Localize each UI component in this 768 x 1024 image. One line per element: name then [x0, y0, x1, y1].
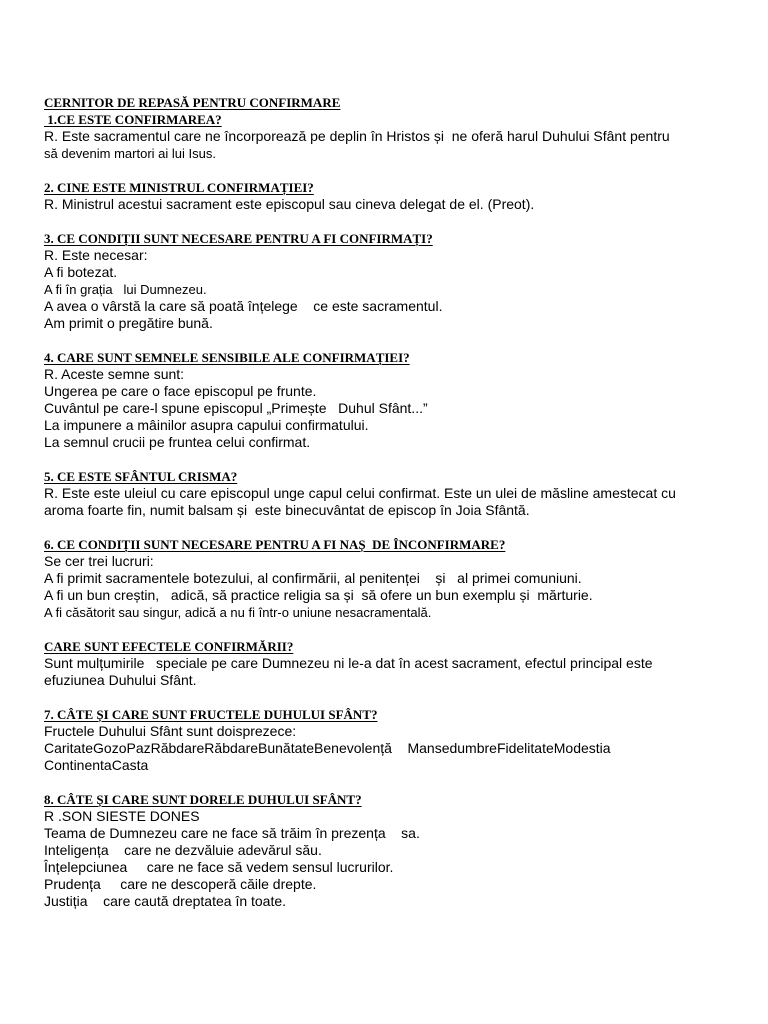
answer-line: să devenim martori ai lui Isus.: [44, 146, 216, 161]
answer-line: Înțelepciunea care ne face să vedem sensul lucrurilor.: [44, 859, 394, 875]
document-title: CERNITOR DE REPASĂ PENTRU CONFIRMARE: [44, 95, 341, 110]
section-8: [44, 791, 734, 910]
section-4: [44, 349, 734, 451]
answer-line: R. Aceste semne sunt:: [44, 366, 185, 382]
answer-line: A fi botezat.: [44, 264, 118, 280]
section-3: [44, 230, 734, 332]
answer-line: R. Este sacramentul care ne încorporează pe deplin în Hristos și ne oferă harul Duhului Sfânt pentru: [44, 128, 670, 144]
answer-line: Inteligența care ne dezvăluie adevărul său.: [44, 842, 322, 858]
section-heading: 7. CÂTE ȘI CARE SUNT FRUCTELE DUHULUI SFÂNT?: [44, 707, 378, 722]
section-heading: 6. CE CONDIȚII SUNT NECESARE PENTRU A FI NAȘ DE ÎNCONFIRMARE?: [44, 537, 506, 552]
section-heading: 2. CINE ESTE MINISTRUL CONFIRMAȚIEI?: [44, 180, 314, 195]
answer-line: R. Este este uleiul cu care episcopul unge capul celui confirmat. Este un ulei de măsline amestecat cu: [44, 485, 676, 501]
answer-line: R .SON SIESTE DONES: [44, 808, 200, 824]
answer-line: A fi în grația lui Dumnezeu.: [44, 282, 207, 297]
section-6: [44, 536, 734, 621]
answer-line: La impunere a mâinilor asupra capului confirmatului.: [44, 417, 369, 433]
answer-line: Se cer trei lucruri:: [44, 553, 154, 569]
answer-line: Teama de Dumnezeu care ne face să trăim în prezența sa.: [44, 825, 420, 841]
section-heading: 3. CE CONDIȚII SUNT NECESARE PENTRU A FI CONFIRMAȚI?: [44, 231, 433, 246]
answer-line: Sunt mulțumirile speciale pe care Dumnezeu ni le-a dat în acest sacrament, efectul principal este: [44, 655, 653, 671]
answer-line: R. Este necesar:: [44, 247, 148, 263]
answer-line: Am primit o pregătire bună.: [44, 315, 213, 331]
answer-line: aroma foarte fin, numit balsam și este binecuvântat de episcop în Joia Sfântă.: [44, 502, 530, 518]
answer-line: Justiția care caută dreptatea în toate.: [44, 893, 287, 909]
section-heading: 5. CE ESTE SFÂNTUL CRISMA?: [44, 469, 238, 484]
document-page: [44, 94, 734, 910]
answer-line: Fructele Duhului Sfânt sunt doisprezece:: [44, 723, 297, 739]
section-heading: CARE SUNT EFECTELE CONFIRMĂRII?: [44, 639, 294, 654]
answer-line: Cuvântul pe care-l spune episcopul „Primește Duhul Sfânt...”: [44, 400, 428, 416]
section-heading: 4. CARE SUNT SEMNELE SENSIBILE ALE CONFIRMAȚIEI?: [44, 350, 410, 365]
answer-line: efuziunea Duhului Sfânt.: [44, 672, 197, 688]
answer-line: ContinentaCasta: [44, 757, 149, 773]
answer-line: R. Ministrul acestui sacrament este episcopul sau cineva delegat de el. (Preot).: [44, 196, 535, 212]
section-heading: 1.CE ESTE CONFIRMAREA?: [44, 112, 222, 127]
answer-line: La semnul crucii pe fruntea celui confirmat.: [44, 434, 311, 450]
section-5: [44, 468, 734, 519]
answer-line: CaritateGozoPazRăbdareRăbdareBunătateBenevolență MansedumbreFidelitateModestia: [44, 740, 611, 756]
section-7: [44, 706, 734, 774]
answer-line: A fi un bun creștin, adică, să practice religia sa și să ofere un bun exemplu și mărturie.: [44, 587, 593, 603]
answer-line: A fi primit sacramentele botezului, al confirmării, al penitenței și al primei comuniuni.: [44, 570, 582, 586]
section-heading: 8. CÂTE ȘI CARE SUNT DORELE DUHULUI SFÂNT?: [44, 792, 362, 807]
answer-line: Ungerea pe care o face episcopul pe frunte.: [44, 383, 317, 399]
section-2: [44, 179, 734, 213]
section-effects: [44, 638, 734, 689]
answer-line: Prudența care ne descoperă căile drepte.: [44, 876, 317, 892]
section-1: [44, 111, 734, 162]
answer-line: A fi căsătorit sau singur, adică a nu fi într-o uniune nesacramentală.: [44, 605, 432, 620]
answer-line: A avea o vârstă la care să poată înțelege ce este sacramentul.: [44, 298, 443, 314]
